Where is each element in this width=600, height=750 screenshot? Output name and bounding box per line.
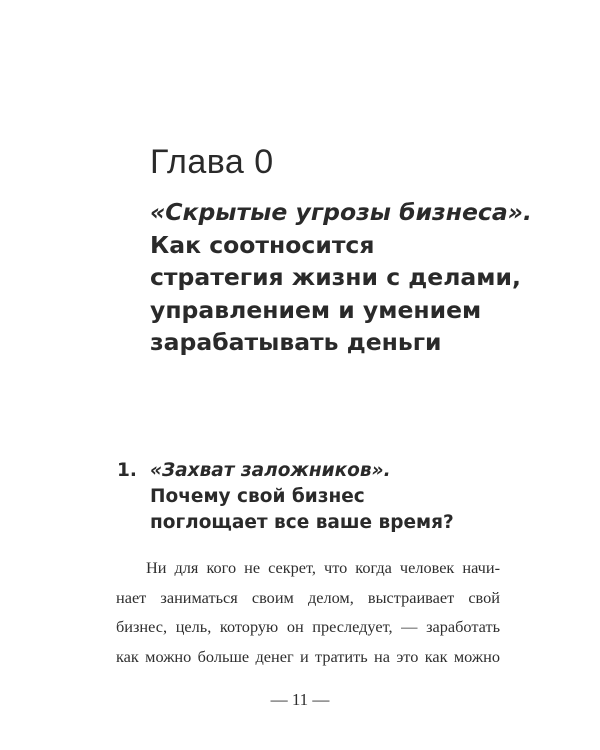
section-title (150, 458, 530, 536)
body-line: Ни для кого не секрет, что когда человек начи- (146, 558, 500, 577)
body-line: как можно больше денег и тратить на это как можно (116, 646, 500, 666)
body-paragraph (116, 553, 500, 671)
section-number: 1. (117, 460, 137, 481)
chapter-title-line: стратегия жизни с делами, (150, 263, 521, 291)
section-title-italic: «Захват заложников». (150, 460, 391, 481)
chapter-title-line: управлением и умением (150, 295, 482, 324)
chapter-title-line: зарабатывать деньги (150, 328, 442, 356)
page-number: — 11 — (270, 690, 330, 709)
body-line: бизнес, цель, которую он преследует, — заработать (116, 617, 500, 636)
chapter-title (150, 196, 570, 359)
chapter-title-line: Как соотносится (150, 230, 375, 259)
section-title-line: поглощает все ваше время? (150, 512, 454, 533)
section-title-line: Почему свой бизнес (150, 486, 365, 507)
chapter-label: Глава 0 (150, 143, 274, 181)
body-line: нает заниматься своим делом, выстраивает свой (116, 587, 500, 607)
chapter-title-italic: «Скрытые угрозы бизнеса». (150, 198, 532, 226)
